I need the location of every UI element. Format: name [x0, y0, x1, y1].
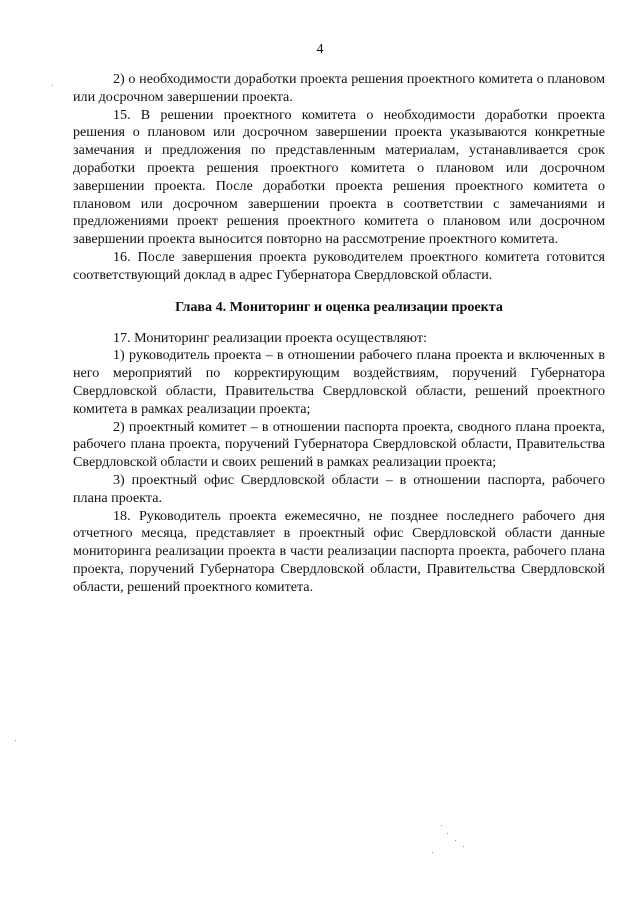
scan-speck [52, 85, 53, 86]
scan-speck [15, 740, 16, 741]
paragraph-17: 17. Мониторинг реализации проекта осуществляют: [113, 329, 427, 346]
list-item-3: 3) проектный офис Свердловской области – в отношении паспорта, рабочего плана проекта. [73, 471, 605, 506]
paragraph-15: 15. В решении проектного комитета о необходимости доработки проекта решения о плановом или досрочном завершении проекта указываются конкретные замечания и предложения по представленным материалам, устанавливается срок доработки проекта решения проектного комитета о плановом или досрочном завершении проекта. После доработки проекта решения проектного комитета о плановом или досрочном завершении проекта в соответствии с замечаниями и предложениями проект решения проектного комитета о плановом или досрочном завершении проекта выносится повторно на рассмотрение проектного комитета. [73, 106, 605, 248]
list-item-2: 2) о необходимости доработки проекта решения проектного комитета о плановом или досрочном завершении проекта. [73, 71, 605, 105]
scan-speck [432, 852, 433, 853]
scan-speck [463, 846, 464, 847]
chapter-heading: Глава 4. Мониторинг и оценка реализации проекта [175, 298, 503, 315]
list-item-1: 1) руководитель проекта – в отношении рабочего плана проекта и включенных в него мероприятий по корректирующим воздействиям, поручений Губернатора Свердловской области, Правительства Свердловской области, решений проектного комитета в рамках реализации проекта; [73, 347, 605, 417]
paragraph-16: 16. После завершения проекта руководителем проектного комитета готовится соответствующий доклад в адрес Губернатора Свердловской области. [73, 248, 605, 283]
document-body [73, 71, 605, 597]
scan-speck [441, 825, 442, 826]
scan-speck [455, 840, 456, 841]
paragraph-18: 18. Руководитель проекта ежемесячно, не позднее последнего рабочего дня отчетного месяца, представляет в проектный офис Свердловской области данные мониторинга реализации проекта в части реализации паспорта проекта, рабочего плана проекта, поручений Губернатора Свердловской области, Правительства Свердловской области, решений проектного комитета. [73, 507, 605, 595]
list-item-2-monitoring: 2) проектный комитет – в отношении паспорта проекта, сводного плана проекта, рабочего плана проекта, поручений Губернатора Свердловской области, Правительства Свердловской области и своих решений в рамках реализации проекта; [73, 418, 605, 471]
scan-speck [447, 833, 448, 834]
page-number: 4 [316, 42, 324, 57]
